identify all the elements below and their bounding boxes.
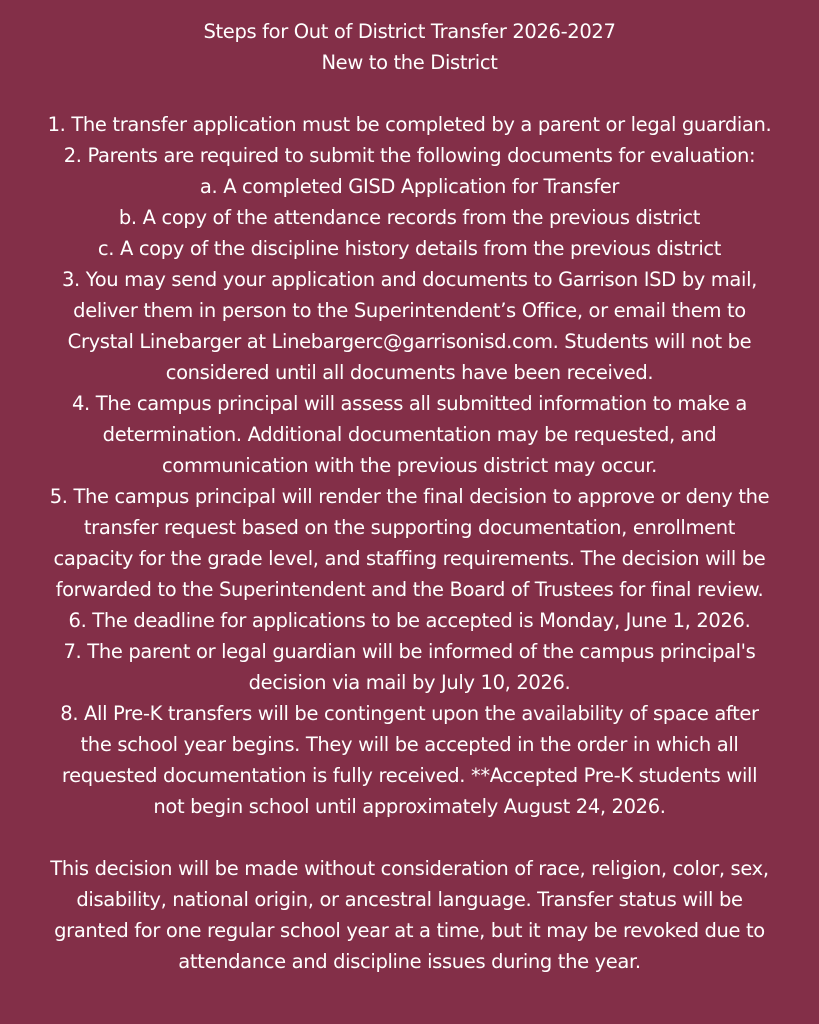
step-4-line: 4. The campus principal will assess all submitted information to make a [72,392,747,415]
spacer [2,822,817,853]
step-2-item-c: c. A copy of the discipline history details from the previous district [97,237,722,260]
step-8-line: 8. All Pre-K transfers will be contingent upon the availability of space after [60,702,759,725]
step-5-line: 5. The campus principal will render the final decision to approve or deny the [49,485,770,508]
step-4-line: determination. Additional documentation may be requested, and [102,423,717,446]
step-5-line: capacity for the grade level, and staffing requirements. The decision will be [53,547,766,570]
step-8-line: not begin school until approximately August 24, 2026. [153,795,666,818]
notice-line: granted for one regular school year at a time, but it may be revoked due to [54,919,765,942]
step-6: 6. The deadline for applications to be accepted is Monday, June 1, 2026. [68,609,751,632]
step-8-line: the school year begins. They will be accepted in the order in which all [80,733,739,756]
non-discrimination-notice [2,853,817,977]
title-line: Steps for Out of District Transfer 2026-2027 [203,20,616,43]
step-5-line: forwarded to the Superintendent and the Board of Trustees for final review. [55,578,764,601]
step-3-line: 3. You may send your application and documents to Garrison ISD by mail, [61,268,757,291]
step-3-line: Crystal Linebarger at Linebargerc@garrisonisd.com. Students will not be [67,330,752,353]
step-3-line: considered until all documents have been received. [165,361,654,384]
subtitle-line: New to the District [321,51,498,74]
spacer [2,78,817,109]
step-5-line: transfer request based on the supporting documentation, enrollment [83,516,736,539]
step-2-item-b: b. A copy of the attendance records from the previous district [118,206,701,229]
step-7-line: 7. The parent or legal guardian will be informed of the campus principal's [63,640,756,663]
document-title [2,16,817,78]
step-2: 2. Parents are required to submit the following documents for evaluation: [63,144,756,167]
step-3-line: deliver them in person to the Superintendent’s Office, or email them to [73,299,746,322]
steps-list [2,109,817,822]
step-4-line: communication with the previous district may occur. [162,454,657,477]
step-7-line: decision via mail by July 10, 2026. [248,671,571,694]
notice-line: This decision will be made without consideration of race, religion, color, sex, [50,857,769,880]
step-2-item-a: a. A completed GISD Application for Transfer [199,175,620,198]
step-1: 1. The transfer application must be completed by a parent or legal guardian. [47,113,772,136]
notice-line: disability, national origin, or ancestral language. Transfer status will be [76,888,743,911]
step-8-line: requested documentation is fully received. **Accepted Pre-K students will [61,764,758,787]
notice-line: attendance and discipline issues during the year. [178,950,641,973]
